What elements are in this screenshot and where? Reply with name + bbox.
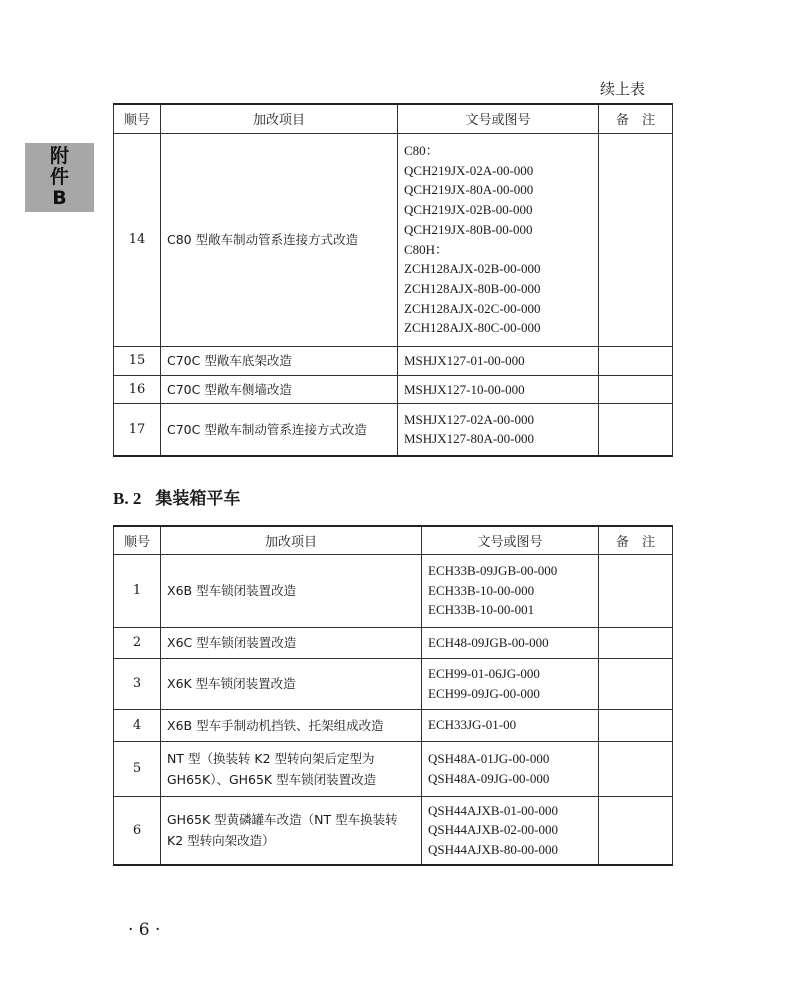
- row-note: [599, 554, 673, 627]
- table-row: [114, 627, 673, 658]
- doc-line: ZCH128AJX-02B-00-000: [404, 261, 541, 277]
- doc-line: ECH99-09JG-00-000: [428, 685, 540, 701]
- row-docs: [398, 375, 599, 404]
- row-item: X6C 型车锁闭装置改造: [161, 627, 422, 658]
- page-number: · 6 ·: [128, 920, 161, 940]
- table-row: [114, 709, 673, 741]
- header-number: 顺号: [114, 104, 161, 133]
- doc-line: ECH33JG-01-00: [428, 717, 517, 733]
- header-item: 加改项目: [161, 104, 398, 133]
- section-number: B. 2: [113, 489, 142, 508]
- row-item: C70C 型敞车侧墙改造: [161, 375, 398, 404]
- doc-line: QCH219JX-80A-00-000: [404, 182, 534, 198]
- doc-line: ECH33B-10-00-000: [428, 582, 535, 598]
- row-item: X6B 型车锁闭装置改造: [161, 554, 422, 627]
- doc-line: ECH33B-10-00-001: [428, 602, 535, 618]
- row-item: C70C 型敞车底架改造: [161, 346, 398, 375]
- doc-line: ZCH128AJX-80B-00-000: [404, 280, 541, 296]
- table-row: [114, 796, 673, 865]
- side-tab-char-3: B: [52, 187, 67, 209]
- row-note: [599, 741, 673, 796]
- row-docs: [398, 404, 599, 456]
- table-modifications-continued: [113, 103, 673, 457]
- doc-line: QSH48A-01JG-00-000: [428, 750, 550, 766]
- table-container-flatcar: [113, 525, 673, 866]
- row-item: X6B 型车手制动机挡铁、托架组成改造: [161, 709, 422, 741]
- table-row: [114, 133, 673, 346]
- doc-line: QSH44AJXB-02-00-000: [428, 822, 558, 838]
- appendix-side-tab: [25, 143, 94, 212]
- doc-line: QSH44AJXB-01-00-000: [428, 802, 558, 818]
- doc-line: ZCH128AJX-80C-00-000: [404, 320, 541, 336]
- row-number: 2: [114, 627, 161, 658]
- doc-line: MSHJX127-80A-00-000: [404, 431, 534, 447]
- row-item: C80 型敞车制动管系连接方式改造: [161, 133, 398, 346]
- row-item: X6K 型车锁闭装置改造: [161, 658, 422, 709]
- row-number: 6: [114, 796, 161, 865]
- doc-line: C80：: [404, 142, 439, 158]
- row-docs: [398, 133, 599, 346]
- doc-line: QCH219JX-80B-00-000: [404, 221, 533, 237]
- row-note: [599, 658, 673, 709]
- header-doc: 文号或图号: [398, 104, 599, 133]
- doc-line: MSHJX127-10-00-000: [404, 381, 525, 397]
- row-number: 1: [114, 554, 161, 627]
- row-number: 16: [114, 375, 161, 404]
- header-doc: 文号或图号: [422, 526, 599, 554]
- table-row: [114, 741, 673, 796]
- row-docs: [398, 346, 599, 375]
- row-note: [599, 709, 673, 741]
- table-row: [114, 375, 673, 404]
- table-header-row: [114, 526, 673, 554]
- row-docs: [422, 658, 599, 709]
- row-number: 4: [114, 709, 161, 741]
- table-row: [114, 404, 673, 456]
- row-note: [599, 796, 673, 865]
- doc-line: QCH219JX-02A-00-000: [404, 162, 534, 178]
- doc-line: ECH48-09JGB-00-000: [428, 634, 549, 650]
- header-number: 顺号: [114, 526, 161, 554]
- row-note: [599, 346, 673, 375]
- row-note: [599, 627, 673, 658]
- row-docs: [422, 627, 599, 658]
- doc-line: MSHJX127-01-00-000: [404, 352, 525, 368]
- row-number: 14: [114, 133, 161, 346]
- doc-line: ZCH128AJX-02C-00-000: [404, 300, 541, 316]
- doc-line: MSHJX127-02A-00-000: [404, 411, 534, 427]
- table-row: [114, 658, 673, 709]
- row-docs: [422, 554, 599, 627]
- row-number: 17: [114, 404, 161, 456]
- table-header-row: [114, 104, 673, 133]
- side-tab-char-1: 附: [49, 145, 69, 167]
- row-number: 3: [114, 658, 161, 709]
- header-note: 备 注: [599, 526, 673, 554]
- doc-line: QSH44AJXB-80-00-000: [428, 841, 558, 857]
- section-heading: [113, 484, 240, 509]
- row-item: GH65K 型黄磷罐车改造（NT 型车换装转 K2 型转向架改造）: [161, 796, 422, 865]
- doc-line: ECH33B-09JGB-00-000: [428, 562, 558, 578]
- row-item: C70C 型敞车制动管系连接方式改造: [161, 404, 398, 456]
- doc-line: ECH99-01-06JG-000: [428, 665, 540, 681]
- header-note: 备 注: [599, 104, 673, 133]
- side-tab-char-2: 件: [49, 166, 69, 188]
- doc-line: QCH219JX-02B-00-000: [404, 202, 533, 218]
- table-row: [114, 346, 673, 375]
- section-title-text: 集装箱平车: [155, 489, 241, 509]
- table-row: [114, 554, 673, 627]
- doc-line: QSH48A-09JG-00-000: [428, 770, 550, 786]
- header-item: 加改项目: [161, 526, 422, 554]
- row-note: [599, 375, 673, 404]
- row-number: 5: [114, 741, 161, 796]
- doc-line: C80H：: [404, 241, 449, 257]
- row-note: [599, 133, 673, 346]
- row-number: 15: [114, 346, 161, 375]
- row-docs: [422, 709, 599, 741]
- row-note: [599, 404, 673, 456]
- row-docs: [422, 741, 599, 796]
- continued-label: 续上表: [599, 80, 645, 98]
- row-docs: [422, 796, 599, 865]
- row-item: NT 型（换装转 K2 型转向架后定型为 GH65K）、GH65K 型车锁闭装置改造: [161, 741, 422, 796]
